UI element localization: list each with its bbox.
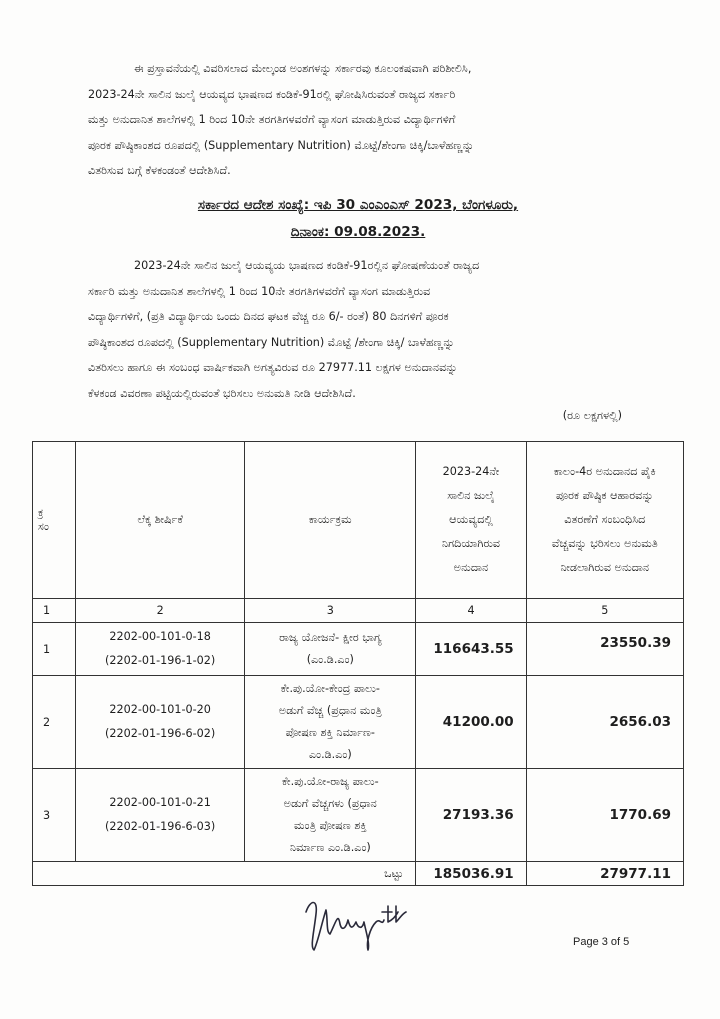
row-programme: ಕೇ.ಪು.ಯೋ-ಕೇಂದ್ರ ಪಾಲು- ಅಡುಗೆ ವೆಚ್ಚ (ಪ್ರಧಾನ ಮಂತ್ರಿ ಪೋಷಣ ಶಕ್ತಿ ನಿರ್ಮಾಣ- ಎಂ.ಡಿ.ಎಂ)	[245, 676, 416, 769]
signature-image	[296, 892, 436, 954]
paragraph-line: ಸರ್ಕಾರಿ ಮತ್ತು ಅನುದಾನಿತ ಶಾಲೆಗಳಲ್ಲಿ 1 ರಿಂದ 10ನೇ ತರಗತಿಗಳವರೆಗೆ ವ್ಯಾಸಂಗ ಮಾಡುತ್ತಿರುವ	[88, 284, 431, 298]
paragraph-line: ವಿತರಿಸುವ ಬಗ್ಗೆ ಕೆಳಕಂಡಂತೆ ಆದೇಶಿಸಿದೆ.	[88, 164, 231, 177]
row-account-head: 2202-00-101-0-20 (2202-01-196-6-02)	[75, 676, 244, 769]
header-sl: ಕ್ರ ಸಂ	[33, 442, 76, 599]
row-sl: 3	[33, 769, 76, 862]
grant-table	[32, 441, 684, 886]
column-number-row	[33, 599, 684, 623]
row-sl: 1	[33, 623, 76, 676]
order-date-heading: ದಿನಾಂಕ: 09.08.2023.	[290, 224, 426, 240]
paragraph-line: ವಿತರಿಸಲು ಹಾಗೂ ಈ ಸಂಬಂಧ ವಾರ್ಷಿಕವಾಗಿ ಅಗತ್ಯವಿರುವ ರೂ 27977.11 ಲಕ್ಷಗಳ ಅನುದಾನವನ್ನು	[88, 361, 458, 374]
row-account-head: 2202-00-101-0-21 (2202-01-196-6-03)	[75, 769, 244, 862]
row-account-head: 2202-00-101-0-18 (2202-01-196-1-02)	[75, 623, 244, 676]
total-budget: 185036.91	[416, 862, 526, 886]
intro-paragraph	[88, 56, 628, 184]
total-label: ಒಟ್ಟು	[33, 862, 416, 886]
column-number: 3	[245, 599, 416, 623]
order-number-heading: ಸರ್ಕಾರದ ಆದೇಶ ಸಂಖ್ಯೆ: ಇಪಿ 30 ಎಂಎಂಎಸ್ 2023, ಬೆಂಗಳೂರು,	[197, 197, 519, 213]
column-number: 1	[33, 599, 76, 623]
row-budget: 27193.36	[416, 769, 526, 862]
row-programme: ಕೇ.ಪು.ಯೋ-ರಾಜ್ಯ ಪಾಲು- ಅಡುಗೆ ವೆಚ್ಚಗಳು (ಪ್ರಧಾನ ಮಂತ್ರಿ ಪೋಷಣ ಶಕ್ತಿ ನಿರ್ಮಾಣ ಎಂ.ಡಿ.ಎಂ)	[245, 769, 416, 862]
paragraph-line: ಕೆಳಕಂಡ ವಿವರಣಾ ಪಟ್ಟಿಯಲ್ಲಿರುವಂತೆ ಭರಿಸಲು ಅನುಮತಿ ನೀಡಿ ಆದೇಶಿಸಿದೆ.	[88, 386, 356, 400]
table-header-row	[33, 442, 684, 599]
paragraph-line: 2023-24ನೇ ಸಾಲಿನ ಜುಲೈ ಆಯವ್ಯದ ಭಾಷಣದ ಕಂಡಿಕೆ-91ರಲ್ಲಿ ಘೋಷಿಸಿರುವಂತೆ ರಾಜ್ಯದ ಸರ್ಕಾರಿ	[88, 87, 456, 101]
paragraph-line: ಪೌಷ್ಠಿಕಾಂಶದ ರೂಪದಲ್ಲಿ (Supplementary Nutrition) ಮೊಟ್ಟೆ /ಶೇಂಗಾ ಚಿಕ್ಕಿ/ ಬಾಳೆಹಣ್ಣನ್ನು	[88, 335, 455, 349]
header-programme: ಕಾರ್ಯಕ್ರಮ	[245, 442, 416, 599]
column-number: 5	[526, 599, 683, 623]
row-released: 2656.03	[526, 676, 683, 769]
row-released: 1770.69	[526, 769, 683, 862]
order-paragraph	[88, 253, 628, 406]
row-budget: 116643.55	[416, 623, 526, 676]
paragraph-line: ಪೂರಕ ಪೌಷ್ಠಿಕಾಂಶದ ರೂಪದಲ್ಲಿ (Supplementary Nutrition) ಮೊಟ್ಟೆ/ಶೇಂಗಾ ಚಿಕ್ಕಿ/ಬಾಳೆಹಣ್ಣನ್ನು	[88, 138, 475, 152]
header-budget: 2023-24ನೇ ಸಾಲಿನ ಜುಲೈ ಆಯವ್ಯದಲ್ಲಿ ನಿಗದಿಯಾಗಿರುವ ಅನುದಾನ	[416, 442, 526, 599]
header-account-head: ಲೆಕ್ಕ ಶೀರ್ಷಿಕೆ	[75, 442, 244, 599]
paragraph-line: ಮತ್ತು ಅನುದಾನಿತ ಶಾಲೆಗಳಲ್ಲಿ 1 ರಿಂದ 10ನೇ ತರಗತಿಗಳವರೆಗೆ ವ್ಯಾಸಂಗ ಮಾಡುತ್ತಿರುವ ವಿದ್ಯಾರ್ಥಿಗಳಿಗೆ	[88, 113, 456, 126]
total-released: 27977.11	[526, 862, 683, 886]
header-released: ಕಾಲಂ-4ರ ಅನುದಾನದ ಪೈಕಿ ಪೂರಕ ಪೌಷ್ಠಿಕ ಆಹಾರವನ್ನು ವಿತರಣೆಗೆ ಸಂಬಂಧಿಸಿದ ವೆಚ್ಚವನ್ನು ಭರಿಸಲು ಅನುಮತಿ ನೀಡಲಾಗಿರುವ ಅನುದಾನ	[526, 442, 683, 599]
total-row	[33, 862, 684, 886]
table-row	[33, 623, 684, 676]
table-row	[33, 676, 684, 769]
unit-note: (ರೂ ಲಕ್ಷಗಳಲ್ಲಿ)	[562, 409, 622, 422]
row-sl: 2	[33, 676, 76, 769]
column-number: 4	[416, 599, 526, 623]
paragraph-line: ವಿದ್ಯಾರ್ಥಿಗಳಿಗೆ, (ಪ್ರತಿ ವಿದ್ಯಾರ್ಥಿಯ ಒಂದು ದಿನದ ಘಟಕ ವೆಚ್ಚ ರೂ 6/- ರಂತೆ) 80 ದಿನಗಳಿಗೆ ಪೂರಕ	[88, 310, 449, 323]
paragraph-line: 2023-24ನೇ ಸಾಲಿನ ಜುಲೈ ಆಯವ್ಯಯ ಭಾಷಣದ ಕಂಡಿಕೆ-91ರಲ್ಲಿನ ಘೋಷಣೆಯಂತೆ ರಾಜ್ಯದ	[134, 259, 480, 272]
paragraph-line: ಈ ಪ್ರಸ್ತಾವನೆಯಲ್ಲಿ ವಿವರಿಸಲಾದ ಮೇಲ್ಕಂಡ ಅಂಶಗಳನ್ನು ಸರ್ಕಾರವು ಕೂಲಂಕಷವಾಗಿ ಪರಿಶೀಲಿಸಿ,	[134, 62, 472, 75]
row-released: 23550.39	[526, 623, 683, 676]
page-number: Page 3 of 5	[573, 936, 630, 948]
column-number: 2	[75, 599, 244, 623]
row-programme: ರಾಜ್ಯ ಯೋಜನೆ- ಕ್ಷೀರ ಭಾಗ್ಯ (ಎಂ.ಡಿ.ಎಂ)	[245, 623, 416, 676]
row-budget: 41200.00	[416, 676, 526, 769]
table-row	[33, 769, 684, 862]
